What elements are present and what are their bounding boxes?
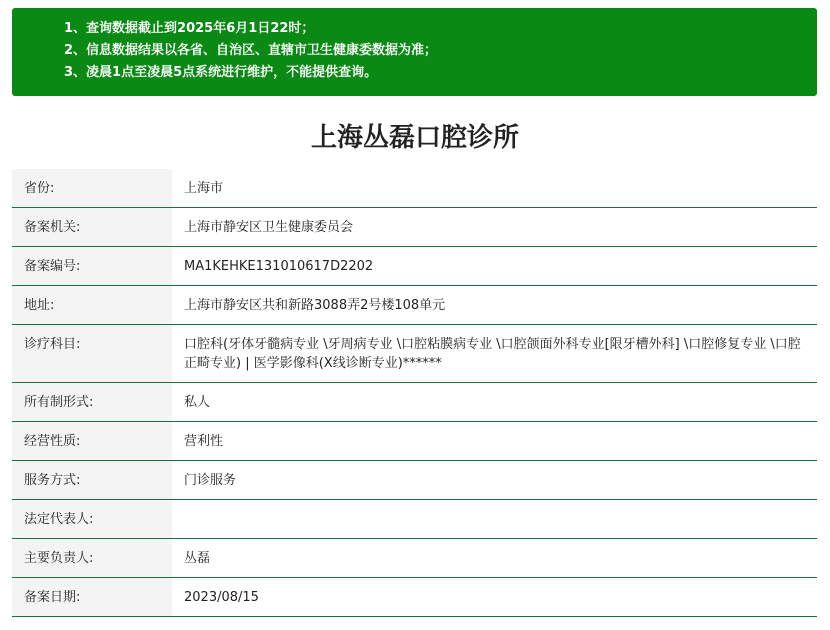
row-label-filing-authority: 备案机关:	[12, 208, 172, 247]
row-business-nature	[12, 422, 817, 461]
notice-line-2: 2、信息数据结果以各省、自治区、直辖市卫生健康委数据为准；	[64, 43, 438, 58]
row-value-departments: 口腔科(牙体牙髓病专业 \牙周病专业 \口腔粘膜病专业 \口腔颌面外科专业[限牙槽外科] \口腔修复专业 \口腔正畸专业) | 医学影像科(X线诊断专业)******	[172, 325, 817, 383]
row-service-mode	[12, 461, 817, 500]
record-details-table	[12, 169, 817, 617]
row-label-business-nature: 经营性质:	[12, 422, 172, 461]
row-value-filing-date: 2023/08/15	[172, 578, 817, 617]
row-label-filing-number: 备案编号:	[12, 247, 172, 286]
notice-line-3: 3、凌晨1点至凌晨5点系统进行维护，不能提供查询。	[64, 65, 378, 80]
row-value-service-mode: 门诊服务	[172, 461, 817, 500]
row-principal	[12, 539, 817, 578]
row-value-province: 上海市	[172, 169, 817, 208]
row-label-legal-representative: 法定代表人:	[12, 500, 172, 539]
row-label-principal: 主要负责人:	[12, 539, 172, 578]
row-ownership	[12, 383, 817, 422]
row-value-filing-authority: 上海市静安区卫生健康委员会	[172, 208, 817, 247]
row-value-business-nature: 营利性	[172, 422, 817, 461]
row-label-filing-date: 备案日期:	[12, 578, 172, 617]
row-value-address: 上海市静安区共和新路3088弄2号楼108单元	[172, 286, 817, 325]
row-province	[12, 169, 817, 208]
row-address	[12, 286, 817, 325]
row-label-ownership: 所有制形式:	[12, 383, 172, 422]
row-value-filing-number: MA1KEHKE131010617D2202	[172, 247, 817, 286]
row-departments	[12, 325, 817, 383]
row-label-address: 地址:	[12, 286, 172, 325]
notice-banner	[12, 8, 817, 96]
page-title: 上海丛磊口腔诊所	[310, 123, 519, 153]
row-filing-authority	[12, 208, 817, 247]
row-label-departments: 诊疗科目:	[12, 325, 172, 383]
row-label-province: 省份:	[12, 169, 172, 208]
row-filing-date	[12, 578, 817, 617]
row-value-ownership: 私人	[172, 383, 817, 422]
row-legal-representative	[12, 500, 817, 539]
row-label-service-mode: 服务方式:	[12, 461, 172, 500]
row-value-principal: 丛磊	[172, 539, 817, 578]
row-value-legal-representative	[172, 500, 817, 539]
notice-line-1: 1、查询数据截止到2025年6月1日22时；	[64, 21, 315, 36]
row-filing-number	[12, 247, 817, 286]
